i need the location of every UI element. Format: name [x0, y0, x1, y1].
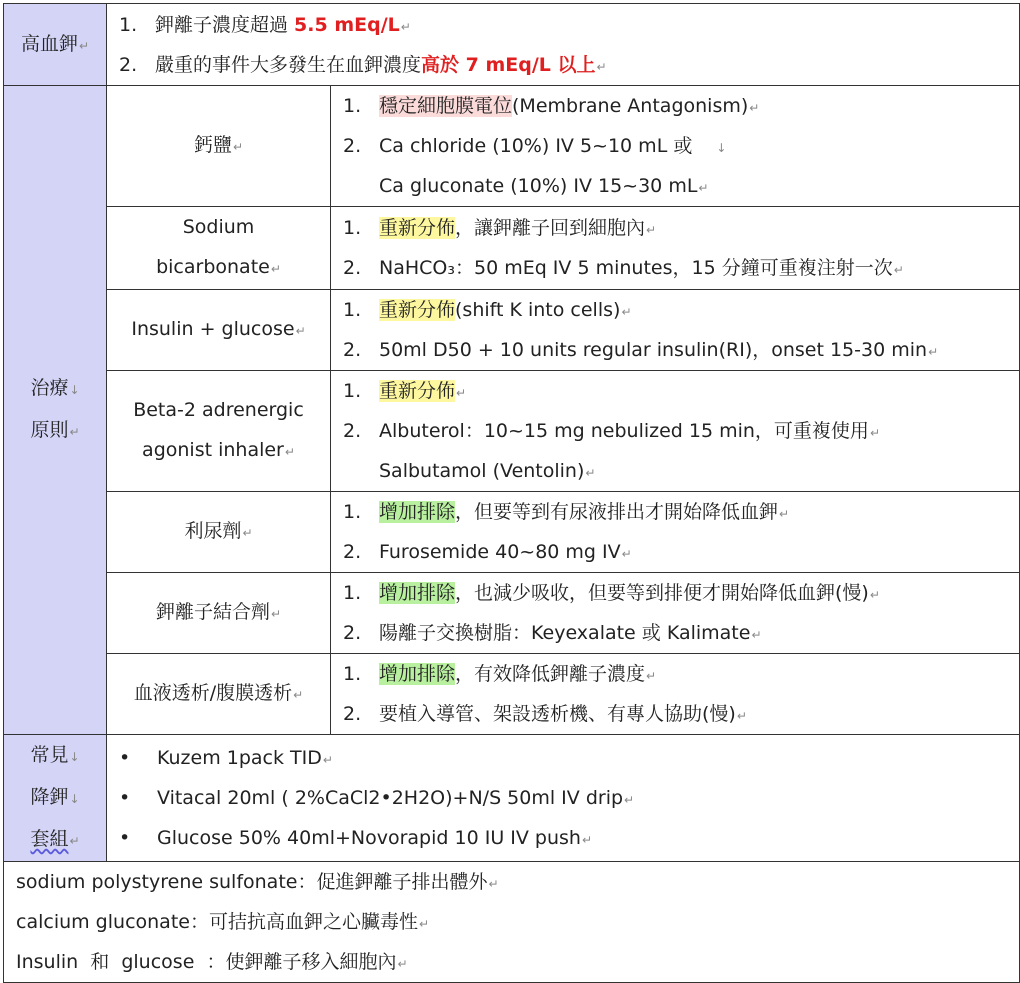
treatment-name-insulin: Insulin + glucose↵	[107, 290, 331, 371]
list-item: 1. 增加排除，但要等到有尿液排出才開始降低血鉀↵	[343, 501, 790, 523]
item-text: 嚴重的事件大多發生在血鉀濃度	[155, 53, 422, 76]
paragraph-mark-icon: ↵	[698, 181, 709, 195]
note-line: calcium gluconate：可拮抗高血鉀之心臟毒性↵	[16, 911, 430, 933]
paragraph-mark-icon: ↵	[232, 140, 244, 154]
note-line: Insulin 和 glucose ：使鉀離子移入細胞內↵	[16, 951, 408, 973]
list-item: 2. Ca chloride (10%) IV 5~10 mL 或 ↓	[343, 135, 727, 157]
highlight-text: 重新分佈	[379, 217, 456, 239]
item-number: 2.	[119, 53, 138, 76]
paragraph-mark-icon: ↵	[736, 709, 747, 723]
notes-row	[4, 862, 1020, 983]
list-item: 2. Furosemide 40~80 mg IV↵	[343, 541, 632, 563]
treatment-row-binder	[4, 573, 1020, 654]
list-item: • Kuzem 1pack TID↵	[107, 738, 1019, 778]
regimen-row	[4, 735, 1020, 862]
list-item: 2. 要植入導管、架設透析機、有專人協助(慢)↵	[343, 703, 747, 725]
paragraph-mark-icon: ↵	[78, 38, 90, 53]
paragraph-mark-icon: ↵	[596, 59, 607, 74]
treatment-name-diuretic: 利尿劑↵	[107, 492, 331, 573]
line-break-icon: ↓	[69, 383, 80, 397]
treatment-detail-calcium	[331, 86, 1020, 207]
paragraph-mark-icon: ↵	[456, 386, 467, 400]
paragraph-mark-icon: ↵	[69, 425, 80, 439]
list-item: • Vitacal 20ml ( 2%CaCl2•2H2O)+N/S 50ml IV drip↵	[107, 778, 1019, 818]
threshold-value: 5.5 mEq/L	[294, 13, 400, 36]
treatment-name-beta2: Beta-2 adrenergic agonist inhaler↵	[107, 371, 331, 492]
list-item: 2. NaHCO₃：50 mEq IV 5 minutes，15 分鐘可重複注射一次↵	[343, 257, 904, 279]
paragraph-mark-icon: ↵	[295, 324, 306, 338]
line-break-icon: ↓	[69, 750, 80, 764]
paragraph-mark-icon: ↵	[293, 688, 304, 702]
treatment-name-dialysis: 血液透析/腹膜透析↵	[107, 654, 331, 735]
list-item-continuation: Ca gluconate (10%) IV 15~30 mL↵	[379, 175, 709, 197]
item-text: 鉀離子濃度超過	[155, 13, 295, 36]
treatment-detail-bicarbonate	[331, 207, 1020, 290]
paragraph-mark-icon: ↵	[397, 957, 408, 971]
regimen-label-cell: 常見↓ 降鉀↓ 套組↵	[4, 735, 107, 862]
treatment-name-bicarbonate: Sodium bicarbonate↵	[107, 207, 331, 290]
paragraph-mark-icon: ↵	[749, 101, 760, 115]
treatment-detail-binder	[331, 573, 1020, 654]
list-item: 1. 增加排除，有效降低鉀離子濃度↵	[343, 663, 657, 685]
regimen-content-cell	[107, 735, 1020, 862]
treatment-label-line-1: 治療↓	[30, 377, 80, 399]
hyperkalemia-label-cell	[4, 4, 107, 86]
bullet-icon: •	[119, 787, 131, 809]
treatment-row-bicarbonate	[4, 207, 1020, 290]
notes-cell	[4, 862, 1020, 983]
paragraph-mark-icon: ↵	[779, 507, 790, 521]
paragraph-mark-icon: ↵	[270, 607, 282, 621]
highlight-text: 增加排除	[379, 663, 456, 685]
hyperkalemia-line-2	[107, 45, 1019, 85]
hyperkalemia-line-1	[107, 5, 1019, 45]
treatment-detail-beta2	[331, 371, 1020, 492]
paragraph-mark-icon: ↵	[751, 628, 762, 642]
paragraph-mark-icon: ↵	[284, 445, 295, 459]
paragraph-mark-icon: ↵	[621, 547, 632, 561]
highlight-text: 重新分佈	[379, 380, 456, 402]
severe-threshold: 高於 7 mEq/L 以上	[421, 53, 596, 76]
paragraph-mark-icon: ↵	[242, 526, 253, 540]
paragraph-mark-icon: ↵	[488, 877, 499, 891]
line-break-icon: ↓	[716, 141, 727, 155]
hyperkalemia-table	[3, 3, 1020, 983]
treatment-row-beta2	[4, 371, 1020, 492]
treatment-detail-diuretic	[331, 492, 1020, 573]
paragraph-mark-icon: ↵	[869, 588, 880, 602]
treatment-name-binder: 鉀離子結合劑↵	[107, 573, 331, 654]
paragraph-mark-icon: ↵	[646, 223, 657, 237]
paragraph-mark-icon: ↵	[646, 669, 657, 683]
hyperkalemia-content-cell	[107, 4, 1020, 86]
highlight-text: 重新分佈	[379, 299, 456, 321]
paragraph-mark-icon: ↵	[621, 305, 632, 319]
hyperkalemia-row	[4, 4, 1020, 86]
treatment-row-calcium	[4, 86, 1020, 207]
item-number: 1.	[119, 13, 138, 36]
treatment-label-cell	[4, 86, 107, 735]
highlight-text: 增加排除	[379, 501, 456, 523]
list-item: 2. 50ml D50 + 10 units regular insulin(RI)，onset 15-30 min↵	[343, 339, 939, 361]
list-item: 1. 重新分佈(shift K into cells)↵	[343, 299, 632, 321]
list-item: 1. 增加排除，也減少吸收，但要等到排便才開始降低血鉀(慢)↵	[343, 582, 880, 604]
treatment-label-line-2: 原則↵	[30, 419, 80, 441]
list-item: 1. 重新分佈↵	[343, 380, 467, 402]
treatment-row-diuretic	[4, 492, 1020, 573]
bullet-icon: •	[119, 827, 131, 849]
paragraph-mark-icon: ↵	[418, 917, 430, 931]
list-item: 2. Albuterol：10~15 mg nebulized 15 min，可重複使用↵	[343, 420, 880, 442]
treatment-detail-insulin	[331, 290, 1020, 371]
treatment-detail-dialysis	[331, 654, 1020, 735]
bullet-icon: •	[119, 747, 131, 769]
paragraph-mark-icon: ↵	[585, 466, 596, 480]
paragraph-mark-icon: ↵	[270, 262, 281, 276]
paragraph-mark-icon: ↵	[893, 263, 904, 277]
highlight-text: 穩定細胞膜電位	[379, 95, 513, 117]
paragraph-mark-icon: ↵	[624, 793, 635, 807]
paragraph-mark-icon: ↵	[869, 426, 880, 440]
list-item: 2. 陽離子交換樹脂：Keyexalate 或 Kalimate↵	[343, 622, 762, 644]
paragraph-mark-icon: ↵	[928, 345, 939, 359]
list-item: • Glucose 50% 40ml+Novorapid 10 IU IV push↵	[107, 818, 1019, 858]
highlight-text: 增加排除	[379, 582, 456, 604]
list-item: 1. 穩定細胞膜電位(Membrane Antagonism)↵	[343, 95, 760, 117]
paragraph-mark-icon: ↵	[581, 833, 593, 847]
treatment-row-dialysis	[4, 654, 1020, 735]
note-line: sodium polystyrene sulfonate：促進鉀離子排出體外↵	[16, 871, 499, 893]
paragraph-mark-icon: ↵	[400, 19, 411, 34]
line-break-icon: ↓	[69, 792, 80, 806]
hyperkalemia-label: 高血鉀	[20, 32, 78, 55]
paragraph-mark-icon: ↵	[69, 834, 80, 848]
paragraph-mark-icon: ↵	[322, 753, 333, 767]
list-item: 1. 重新分佈，讓鉀離子回到細胞內↵	[343, 217, 657, 239]
list-item-continuation: Salbutamol (Ventolin)↵	[379, 460, 596, 482]
treatment-name-calcium: 鈣鹽↵	[107, 86, 331, 207]
treatment-row-insulin	[4, 290, 1020, 371]
